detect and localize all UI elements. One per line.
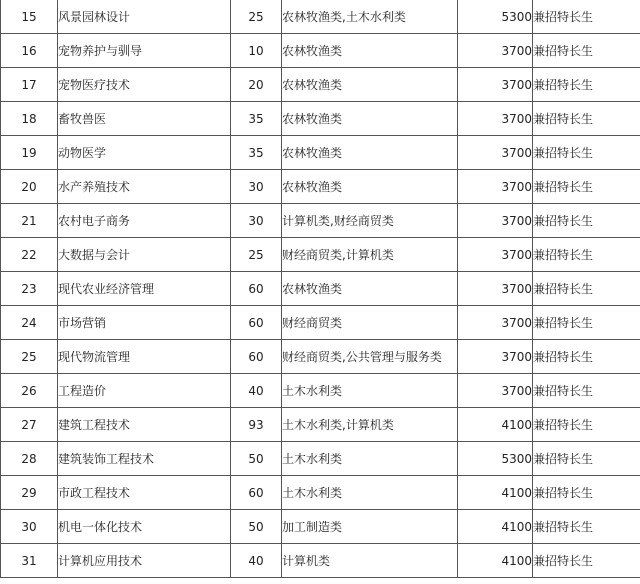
plan-count: 60 bbox=[231, 340, 282, 374]
tuition-fee: 3700 bbox=[458, 306, 533, 340]
remark: 兼招特长生 bbox=[533, 544, 640, 578]
major-name: 现代农业经济管理 bbox=[58, 272, 231, 306]
remark: 兼招特长生 bbox=[533, 476, 640, 510]
subject-category: 土木水利类 bbox=[282, 442, 458, 476]
plan-count: 93 bbox=[231, 408, 282, 442]
row-number: 31 bbox=[1, 544, 58, 578]
tuition-fee: 3700 bbox=[458, 204, 533, 238]
plan-count: 40 bbox=[231, 374, 282, 408]
subject-category: 土木水利类,计算机类 bbox=[282, 408, 458, 442]
subject-category: 农林牧渔类 bbox=[282, 170, 458, 204]
row-number: 30 bbox=[1, 510, 58, 544]
row-number: 24 bbox=[1, 306, 58, 340]
major-name: 计算机应用技术 bbox=[58, 544, 231, 578]
remark: 兼招特长生 bbox=[533, 238, 640, 272]
table-row bbox=[1, 306, 640, 340]
subject-category: 土木水利类 bbox=[282, 374, 458, 408]
row-number: 21 bbox=[1, 204, 58, 238]
remark: 兼招特长生 bbox=[533, 272, 640, 306]
major-name: 现代物流管理 bbox=[58, 340, 231, 374]
plan-count: 30 bbox=[231, 204, 282, 238]
major-name: 宠物养护与驯导 bbox=[58, 34, 231, 68]
row-number: 28 bbox=[1, 442, 58, 476]
plan-count: 35 bbox=[231, 136, 282, 170]
subject-category: 计算机类,财经商贸类 bbox=[282, 204, 458, 238]
plan-count: 35 bbox=[231, 102, 282, 136]
row-number: 29 bbox=[1, 476, 58, 510]
remark: 兼招特长生 bbox=[533, 510, 640, 544]
tuition-fee: 4100 bbox=[458, 510, 533, 544]
remark: 兼招特长生 bbox=[533, 204, 640, 238]
subject-category: 农林牧渔类 bbox=[282, 68, 458, 102]
remark: 兼招特长生 bbox=[533, 408, 640, 442]
remark: 兼招特长生 bbox=[533, 102, 640, 136]
major-name: 水产养殖技术 bbox=[58, 170, 231, 204]
major-name: 市场营销 bbox=[58, 306, 231, 340]
tuition-fee: 3700 bbox=[458, 34, 533, 68]
plan-count: 25 bbox=[231, 0, 282, 34]
tuition-fee: 3700 bbox=[458, 170, 533, 204]
table-row bbox=[1, 408, 640, 442]
tuition-fee: 3700 bbox=[458, 136, 533, 170]
table-body bbox=[1, 0, 640, 578]
tuition-fee: 3700 bbox=[458, 238, 533, 272]
tuition-fee: 3700 bbox=[458, 102, 533, 136]
remark: 兼招特长生 bbox=[533, 374, 640, 408]
tuition-fee: 4100 bbox=[458, 408, 533, 442]
table-row bbox=[1, 204, 640, 238]
table-row bbox=[1, 272, 640, 306]
remark: 兼招特长生 bbox=[533, 306, 640, 340]
remark: 兼招特长生 bbox=[533, 442, 640, 476]
tuition-fee: 3700 bbox=[458, 68, 533, 102]
table-row bbox=[1, 544, 640, 578]
plan-count: 60 bbox=[231, 272, 282, 306]
major-name: 机电一体化技术 bbox=[58, 510, 231, 544]
subject-category: 农林牧渔类 bbox=[282, 102, 458, 136]
major-name: 工程造价 bbox=[58, 374, 231, 408]
plan-count: 50 bbox=[231, 442, 282, 476]
row-number: 16 bbox=[1, 34, 58, 68]
subject-category: 财经商贸类,计算机类 bbox=[282, 238, 458, 272]
subject-category: 财经商贸类,公共管理与服务类 bbox=[282, 340, 458, 374]
remark: 兼招特长生 bbox=[533, 340, 640, 374]
remark: 兼招特长生 bbox=[533, 34, 640, 68]
major-name: 农村电子商务 bbox=[58, 204, 231, 238]
subject-category: 农林牧渔类 bbox=[282, 272, 458, 306]
row-number: 20 bbox=[1, 170, 58, 204]
plan-count: 25 bbox=[231, 238, 282, 272]
major-name: 建筑装饰工程技术 bbox=[58, 442, 231, 476]
plan-count: 10 bbox=[231, 34, 282, 68]
table-row bbox=[1, 34, 640, 68]
tuition-fee: 4100 bbox=[458, 476, 533, 510]
plan-count: 60 bbox=[231, 476, 282, 510]
row-number: 23 bbox=[1, 272, 58, 306]
table-row bbox=[1, 374, 640, 408]
table-row bbox=[1, 340, 640, 374]
remark: 兼招特长生 bbox=[533, 170, 640, 204]
subject-category: 土木水利类 bbox=[282, 476, 458, 510]
subject-category: 农林牧渔类,土木水利类 bbox=[282, 0, 458, 34]
tuition-fee: 3700 bbox=[458, 340, 533, 374]
table-row bbox=[1, 170, 640, 204]
remark: 兼招特长生 bbox=[533, 0, 640, 34]
tuition-fee: 3700 bbox=[458, 374, 533, 408]
plan-count: 30 bbox=[231, 170, 282, 204]
table-row bbox=[1, 476, 640, 510]
row-number: 19 bbox=[1, 136, 58, 170]
remark: 兼招特长生 bbox=[533, 136, 640, 170]
row-number: 27 bbox=[1, 408, 58, 442]
tuition-fee: 5300 bbox=[458, 0, 533, 34]
row-number: 26 bbox=[1, 374, 58, 408]
table-row bbox=[1, 0, 640, 34]
table-row bbox=[1, 68, 640, 102]
tuition-fee: 5300 bbox=[458, 442, 533, 476]
tuition-fee: 3700 bbox=[458, 272, 533, 306]
subject-category: 计算机类 bbox=[282, 544, 458, 578]
major-name: 动物医学 bbox=[58, 136, 231, 170]
tuition-fee: 4100 bbox=[458, 544, 533, 578]
major-name: 建筑工程技术 bbox=[58, 408, 231, 442]
table-row bbox=[1, 136, 640, 170]
subject-category: 加工制造类 bbox=[282, 510, 458, 544]
table-row bbox=[1, 102, 640, 136]
table-row bbox=[1, 510, 640, 544]
row-number: 18 bbox=[1, 102, 58, 136]
major-name: 风景园林设计 bbox=[58, 0, 231, 34]
row-number: 17 bbox=[1, 68, 58, 102]
major-name: 畜牧兽医 bbox=[58, 102, 231, 136]
subject-category: 财经商贸类 bbox=[282, 306, 458, 340]
subject-category: 农林牧渔类 bbox=[282, 34, 458, 68]
major-name: 大数据与会计 bbox=[58, 238, 231, 272]
major-name: 宠物医疗技术 bbox=[58, 68, 231, 102]
row-number: 25 bbox=[1, 340, 58, 374]
table-row bbox=[1, 442, 640, 476]
plan-count: 50 bbox=[231, 510, 282, 544]
plan-count: 40 bbox=[231, 544, 282, 578]
subject-category: 农林牧渔类 bbox=[282, 136, 458, 170]
row-number: 15 bbox=[1, 0, 58, 34]
remark: 兼招特长生 bbox=[533, 68, 640, 102]
major-name: 市政工程技术 bbox=[58, 476, 231, 510]
row-number: 22 bbox=[1, 238, 58, 272]
table-row bbox=[1, 238, 640, 272]
plan-count: 20 bbox=[231, 68, 282, 102]
plan-count: 60 bbox=[231, 306, 282, 340]
